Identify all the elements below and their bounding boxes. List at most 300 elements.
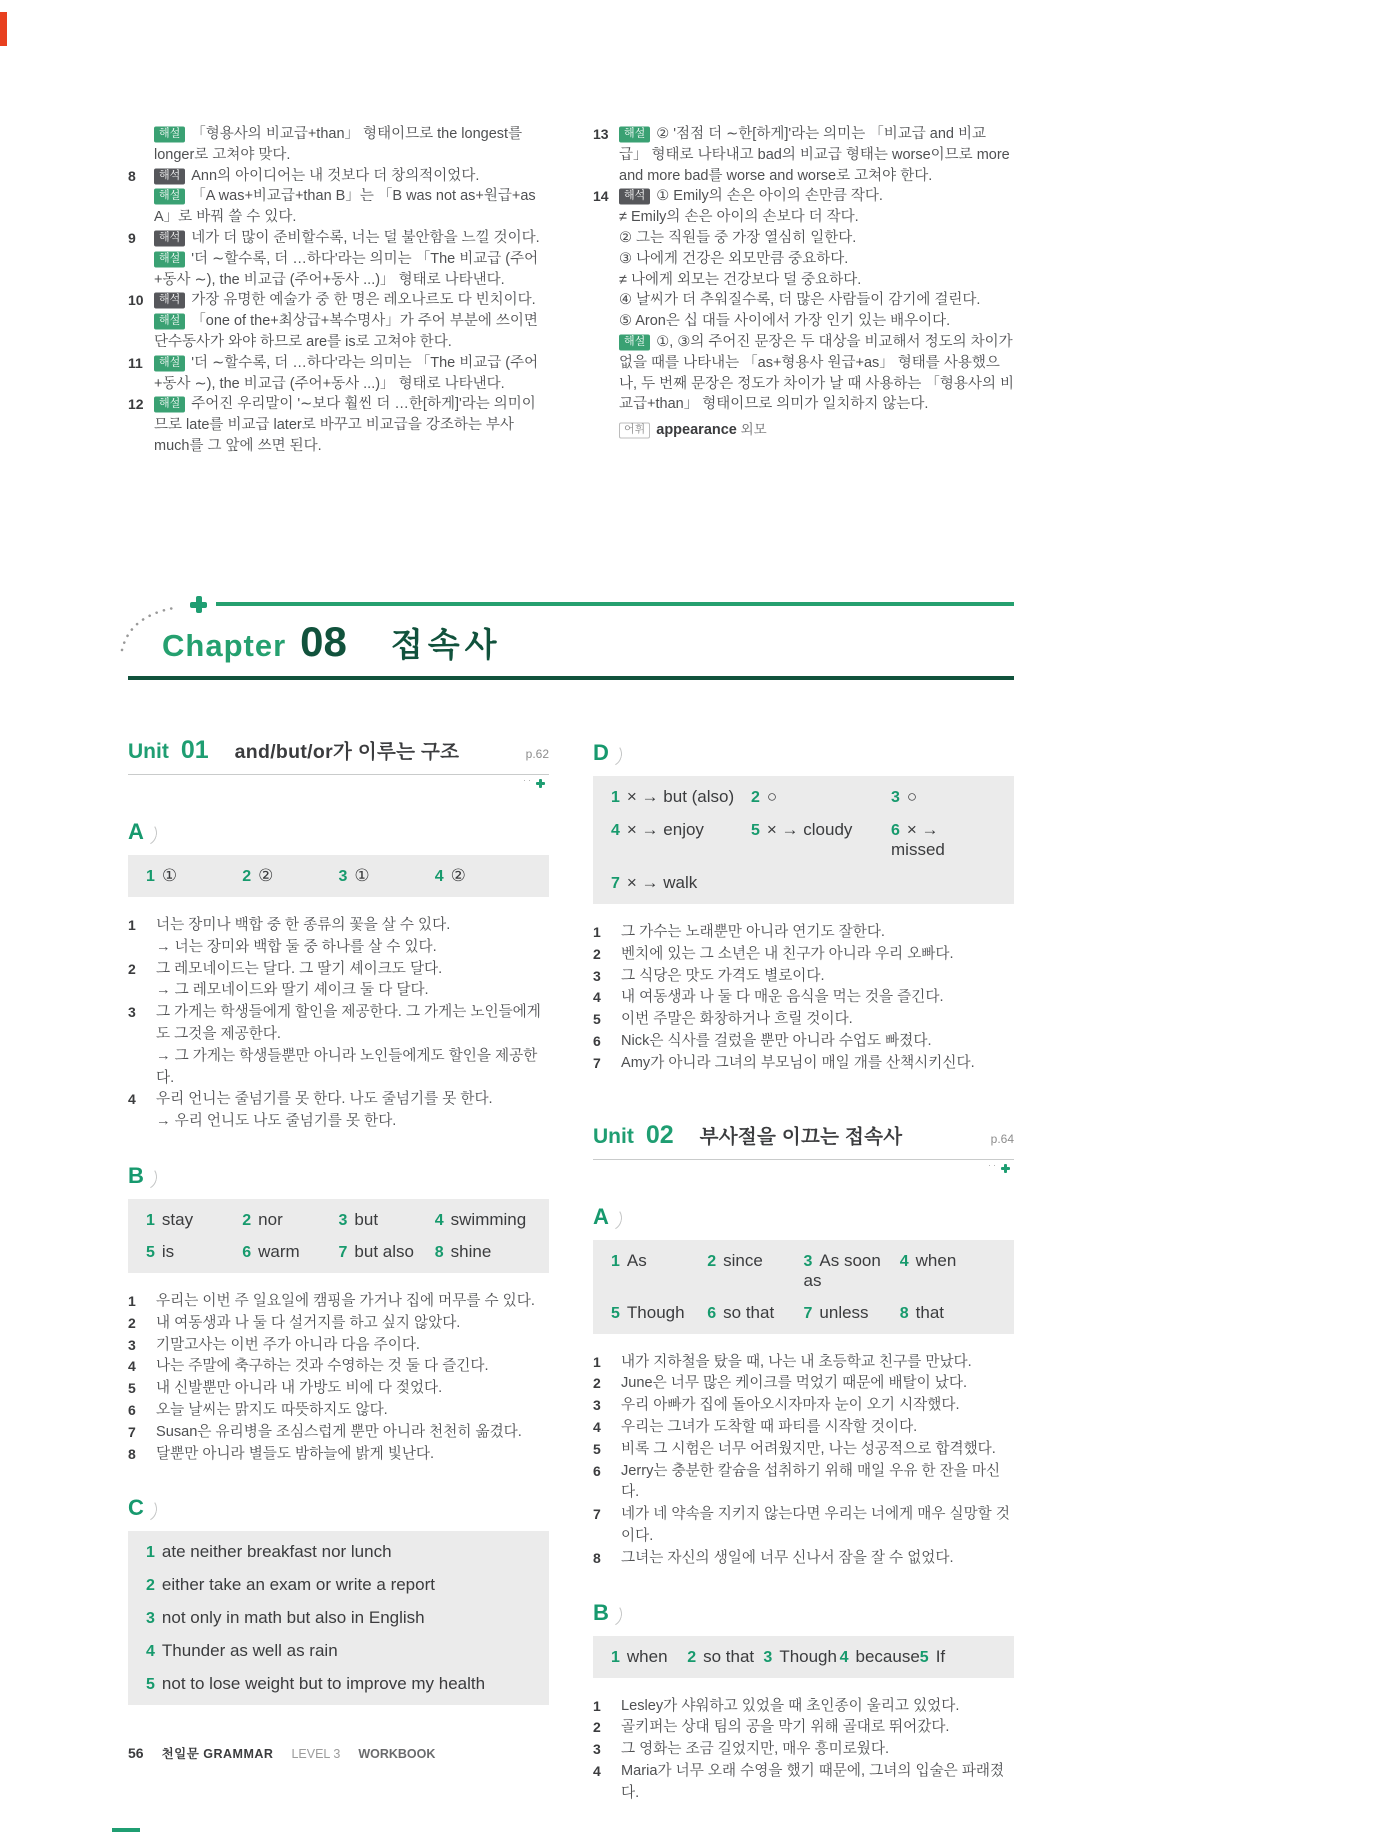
explanation-text: ④ 날씨가 더 추워질수록, 더 많은 사람들이 감기에 걸린다.: [619, 292, 981, 309]
sentence-text: 골키퍼는 상대 팀의 공을 막기 위해 골대로 뛰어갔다.: [621, 1719, 950, 1736]
answer-number: 3: [146, 1610, 155, 1628]
translation-row: [593, 1696, 1014, 1718]
chapter-title-row: [128, 618, 1014, 666]
answer-number: 7: [611, 875, 620, 892]
answer-cell: [804, 1251, 900, 1291]
translation-row: [593, 1717, 1014, 1739]
item-text-block: [154, 186, 549, 228]
answer-cell: [242, 866, 338, 886]
section-c-header: [128, 1495, 549, 1523]
sentence-text: 그 가수는 노래뿐만 아니라 연기도 잘한다.: [621, 924, 885, 940]
section-a-answer-box: [128, 855, 549, 897]
unit01-header: [128, 736, 549, 775]
answer-cell: [339, 1210, 435, 1230]
sentence-text: 기말고사는 이번 주가 아니라 다음 주이다.: [156, 1336, 420, 1353]
answer-key-row: [593, 270, 1014, 291]
explanation-badge: 어휘: [619, 423, 650, 439]
answer-number: 5: [611, 1304, 620, 1322]
translation-row: [593, 1504, 1014, 1548]
sentence-number: 6: [128, 1401, 136, 1418]
sentence-text: 그 레모네이드는 달다. 그 딸기 셰이크도 달다.: [156, 960, 443, 977]
item-text-block: [619, 249, 1014, 270]
explanation-text: 주어진 우리말이 '∼보다 훨씬 더 …한[하게]'라는 의미이므로 late를 비교급 later로 바꾸고 비교급을 강조하는 부사 much를 그 앞에 쓰면 된다.: [154, 396, 536, 454]
explanation-text: ≠ Emily의 손은 아이의 손보다 더 작다.: [619, 209, 859, 226]
explanation-text: 네가 더 많이 준비할수록, 너는 덜 불안함을 느낄 것이다.: [191, 229, 540, 246]
explanation-badge: 해설: [154, 397, 185, 413]
chapter-top-line: [216, 602, 1014, 606]
item-number: 13: [593, 126, 609, 142]
translation-row: [128, 1400, 549, 1422]
translation-row: [128, 1335, 549, 1357]
answer-cell: [707, 1303, 803, 1323]
section-c-answer-box: [128, 1531, 549, 1705]
item-number: 10: [128, 292, 144, 309]
translation-row: [128, 1291, 549, 1313]
explanation-text: 「형용사의 비교급+than」 형태이므로 the longest를 longer로 고쳐야 맞다.: [154, 126, 523, 163]
sentence-number: 2: [593, 945, 601, 962]
answer-key-row: [593, 186, 1014, 207]
section-b-answer-box: [128, 1199, 549, 1273]
answer-number: 3: [338, 1211, 348, 1229]
section-d-answer-box: [593, 776, 1014, 904]
mini-plus-icon: [1001, 1164, 1010, 1173]
unit-title: 부사절을 이끄는 접속사: [699, 1125, 903, 1148]
sentence-number: 6: [593, 1462, 601, 1479]
answer-number: 7: [803, 1304, 813, 1322]
answer-cell: [687, 1647, 763, 1667]
answer-value: so that: [703, 1646, 755, 1666]
dots-decoration: ··: [523, 775, 533, 785]
answer-value: × → but (also): [626, 787, 735, 806]
vocab-meaning: 외모: [736, 422, 767, 438]
sentence-text: 우리는 그녀가 도착할 때 파티를 시작할 것이다.: [621, 1418, 918, 1435]
answer-key-row: [593, 332, 1014, 415]
answer-cell: [611, 1647, 687, 1667]
page-edge-tab: [0, 12, 7, 46]
explanation-text: 「one of the+최상급+복수명사」가 주어 부분에 쓰이면 단수동사가 와야 하므로 are를 is로 고쳐야 한다.: [154, 313, 538, 350]
translation-row: [593, 1417, 1014, 1439]
explanation-badge: 해설: [154, 355, 185, 371]
section-letter: C: [128, 1495, 144, 1521]
left-column: [128, 736, 549, 1805]
answer-number: 2: [242, 868, 252, 885]
answer-cell: [242, 1242, 338, 1262]
answer-cell: [751, 820, 891, 860]
sentence-number: 3: [593, 1397, 601, 1414]
sentence-number: 1: [593, 1697, 601, 1714]
explanation-text: ③ 나에게 건강은 외모만큼 중요하다.: [619, 250, 849, 267]
translation-row: [593, 944, 1014, 966]
translation-row: [128, 1002, 549, 1046]
answer-number: 5: [751, 822, 760, 839]
answer-key-row: [593, 207, 1014, 228]
answer-value: since: [723, 1250, 763, 1270]
answer-cell: [891, 787, 996, 807]
answer-number: 4: [839, 1648, 849, 1666]
item-text-block: [154, 311, 549, 353]
answer-value: × → enjoy: [626, 820, 704, 839]
explanation-badge: 해석: [154, 293, 185, 309]
explanation-badge: 해석: [154, 230, 185, 246]
answer-value: stay: [161, 1209, 194, 1229]
sentence-text: → 그 가게는 학생들뿐만 아니라 노인들에게도 할인을 제공한다.: [156, 1047, 538, 1086]
translation-row: [593, 1739, 1014, 1761]
answer-value: ②: [258, 866, 274, 885]
translation-row: [128, 1356, 549, 1378]
answer-value: As soon as: [803, 1250, 881, 1290]
translation-row: [593, 1461, 1014, 1505]
explanation-text: '더 ∼할수록, 더 …하다'라는 의미는 「The 비교급 (주어+동사 ∼), the 비교급 (주어+동사 ...)」 형태로 나타낸다.: [154, 250, 539, 288]
answer-cell: [146, 866, 242, 886]
translation-row: [593, 1439, 1014, 1461]
answer-key-right-column: [593, 124, 1014, 457]
unit02-header: [593, 1121, 1014, 1160]
sentence-number: 2: [593, 1375, 601, 1392]
unit-number: 02: [645, 1120, 674, 1149]
sentence-text: 비록 그 시험은 너무 어려웠지만, 나는 성공적으로 합격했다.: [621, 1440, 996, 1457]
explanation-text: 「A was+비교급+than B」는 「B was not as+원급+as A」로 바꿔 쓸 수 있다.: [154, 188, 536, 226]
unit02-section-b-translations: [593, 1696, 1014, 1805]
translation-row: [593, 1373, 1014, 1395]
chapter-banner: [128, 596, 1014, 680]
answer-value: either take an exam or write a report: [161, 1575, 435, 1595]
item-text-block: [619, 311, 1014, 332]
unit-title: and/but/or가 이루는 구조: [234, 741, 460, 763]
answer-number: 1: [611, 1648, 620, 1666]
answer-cell: [146, 1575, 531, 1595]
item-number: 14: [593, 188, 609, 205]
book-level: LEVEL 3: [291, 1747, 341, 1761]
sentence-text: June은 너무 많은 케이크를 먹었기 때문에 배탈이 났다.: [621, 1375, 968, 1392]
answer-value: swimming: [450, 1209, 527, 1229]
answer-value: when: [915, 1250, 957, 1270]
explanation-text: ≠ 나에게 외모는 건강보다 덜 중요하다.: [619, 271, 862, 288]
answer-value: warm: [258, 1241, 300, 1261]
section-d-translations: [593, 922, 1014, 1075]
answer-number: 8: [434, 1243, 444, 1261]
answer-cell: [611, 787, 751, 807]
answer-value: Though: [779, 1646, 837, 1666]
chapter-title: 접속사: [390, 626, 502, 663]
unit-label: Unit: [593, 1124, 634, 1148]
answer-value: is: [161, 1241, 175, 1261]
sentence-number: 4: [128, 1091, 136, 1108]
answer-key-row: [128, 186, 549, 228]
sentence-text: 벤치에 있는 그 소년은 내 친구가 아니라 우리 오빠다.: [621, 945, 954, 962]
translation-row: [128, 937, 549, 959]
answer-value: As: [626, 1250, 647, 1270]
translation-row: [593, 1761, 1014, 1805]
answer-cell: [339, 866, 435, 886]
translation-row: [128, 1422, 549, 1444]
item-text-block: [619, 124, 1014, 186]
answer-key-left-column: [128, 124, 549, 457]
answer-key-section: [128, 124, 1014, 457]
section-letter: A: [128, 819, 144, 844]
answer-number: 1: [146, 1211, 155, 1229]
sentence-text: 너는 장미나 백합 중 한 종류의 꽃을 살 수 있다.: [156, 917, 451, 933]
answer-cell: [146, 1242, 242, 1262]
section-a-translations: [128, 915, 549, 1133]
translation-row: [593, 1053, 1014, 1075]
answer-key-row: [593, 228, 1014, 249]
translation-row: [128, 1444, 549, 1466]
sentence-text: 내가 지하철을 탔을 때, 나는 내 초등학교 친구를 만났다.: [621, 1353, 972, 1370]
item-text-block: [154, 353, 549, 395]
answer-key-row: [593, 311, 1014, 332]
answer-cell: [707, 1251, 803, 1291]
answer-number: 4: [434, 1211, 444, 1229]
answer-cell: [611, 873, 751, 893]
translation-row: [593, 1352, 1014, 1374]
answer-key-row: [128, 353, 549, 395]
answer-value: but: [354, 1209, 379, 1229]
sentence-number: 4: [128, 1358, 136, 1375]
unit02-section-a-header: [593, 1204, 1014, 1232]
sentence-number: 3: [593, 967, 601, 984]
item-text-block: [619, 332, 1014, 415]
sentence-number: 1: [128, 917, 136, 933]
translation-row: [593, 922, 1014, 944]
answer-number: 4: [899, 1252, 909, 1270]
sentence-text: 내 여동생과 나 둘 다 설거지를 하고 싶지 않았다.: [156, 1314, 461, 1331]
item-text-block: [154, 124, 549, 166]
sentence-text: 그 가게는 학생들에게 할인을 제공한다. 그 가게는 노인들에게도 그것을 제공한다.: [156, 1004, 541, 1042]
answer-value: If: [935, 1646, 946, 1666]
sentence-text: 그 식당은 맛도 가격도 별로이다.: [621, 967, 825, 984]
explanation-text: ⑤ Aron은 십 대들 사이에서 가장 인기 있는 배우이다.: [619, 313, 951, 330]
answer-value: unless: [819, 1302, 869, 1322]
explanation-text: '더 ∼할수록, 더 …하다'라는 의미는 「The 비교급 (주어+동사 ∼), the 비교급 (주어+동사 ...)」 형태로 나타낸다.: [154, 354, 539, 392]
sentence-text: 달뿐만 아니라 별들도 밤하늘에 밝게 빛난다.: [156, 1445, 435, 1462]
answer-value: ○: [906, 787, 918, 806]
unit-page-ref: p.62: [525, 747, 549, 761]
section-a-header: [128, 819, 549, 847]
sentence-number: 5: [128, 1380, 136, 1397]
answer-cell: [146, 1641, 531, 1661]
unit-page-ref: p.64: [990, 1131, 1014, 1146]
unit02-section-b-header: [593, 1600, 1014, 1628]
section-b-header: [128, 1163, 549, 1191]
unit-number: 01: [180, 736, 209, 764]
unit-header-decoration: [593, 1160, 1014, 1174]
answer-cell: [435, 1242, 531, 1262]
explanation-text: ② '점점 더 ∼한[하게]'라는 의미는 「비교급 and 비교급」 형태로 나타내고 bad의 비교급 형태는 worse이므로 more and more bad를 worse and worse로 고쳐야 한다.: [619, 126, 1010, 184]
explanation-badge: 해설: [154, 251, 185, 267]
translation-row: [128, 1089, 549, 1111]
explanation-text: 가장 유명한 예술가 중 한 명은 레오나르도 다 빈치이다.: [191, 292, 536, 309]
answer-number: 4: [611, 822, 620, 839]
answer-number: 5: [146, 1676, 155, 1694]
section-letter: B: [128, 1162, 144, 1188]
answer-key-row: [128, 394, 549, 456]
sentence-text: 오늘 날씨는 맑지도 따뜻하지도 않다.: [156, 1401, 388, 1418]
answer-number: 3: [803, 1252, 813, 1270]
answer-value: when: [626, 1646, 668, 1666]
translation-row: [593, 1548, 1014, 1570]
dotted-arc-icon: [116, 598, 188, 654]
sentence-text: → 그 레모네이드와 딸기 셰이크 둘 다 달다.: [156, 982, 429, 999]
answer-cell: [611, 1251, 707, 1291]
book-title: 천일문 GRAMMAR: [161, 1747, 274, 1761]
answer-value: but also: [354, 1241, 414, 1261]
section-d-header: [593, 740, 1014, 768]
sentence-text: 그 영화는 조금 길었지만, 매우 흥미로웠다.: [621, 1741, 890, 1758]
sentence-number: 5: [593, 1011, 601, 1028]
answer-value: because: [855, 1646, 920, 1666]
answer-key-row: [128, 311, 549, 353]
sentence-number: 1: [593, 924, 601, 940]
answer-number: 1: [611, 1252, 620, 1270]
answer-number: 1: [611, 789, 620, 806]
answer-cell: [920, 1647, 996, 1667]
answer-value: shine: [450, 1241, 492, 1261]
explanation-badge: 해설: [154, 189, 185, 205]
item-number: 8: [128, 167, 136, 184]
sentence-number: 2: [593, 1719, 601, 1736]
explanation-badge: 해설: [154, 314, 185, 330]
sentence-text: Nick은 식사를 걸렀을 뿐만 아니라 수업도 빠졌다.: [621, 1032, 932, 1049]
sentence-text: Susan은 유리병을 조심스럽게 뿐만 아니라 천천히 옮겼다.: [156, 1423, 522, 1440]
sentence-text: Amy가 아니라 그녀의 부모님이 매일 개를 산책시키신다.: [621, 1054, 975, 1071]
answer-key-row: [128, 124, 549, 166]
answer-number: 3: [891, 789, 900, 806]
item-text-block: [619, 290, 1014, 311]
answer-value: ○: [766, 787, 778, 806]
answer-number: 2: [242, 1211, 252, 1229]
answer-cell: [763, 1647, 839, 1667]
explanation-text: appearance: [656, 422, 737, 439]
answer-value: × → missed: [891, 820, 945, 859]
answer-number: 7: [338, 1243, 348, 1261]
item-text-block: [154, 394, 549, 456]
answer-key-row: [128, 290, 549, 311]
item-text-block: [154, 249, 549, 291]
answer-key-row: [128, 249, 549, 291]
translation-row: [593, 987, 1014, 1009]
book-series: WORKBOOK: [358, 1747, 436, 1761]
answer-number: 6: [707, 1304, 717, 1322]
answer-value: Thunder as well as rain: [161, 1641, 338, 1661]
answer-value: that: [915, 1302, 945, 1322]
answer-cell: [435, 866, 531, 886]
item-text-block: [619, 270, 1014, 291]
chapter-decoration: [128, 596, 1014, 612]
item-text-block: [154, 228, 549, 249]
unit-label: Unit: [128, 740, 169, 763]
sentence-number: 1: [128, 1292, 136, 1309]
item-text-block: [154, 290, 549, 311]
unit-header-decoration: [128, 775, 549, 789]
sentence-text: Jerry는 충분한 칼슘을 섭취하기 위해 매일 우유 한 잔을 마신다.: [621, 1462, 1001, 1501]
explanation-text: ① Emily의 손은 아이의 손만큼 작다.: [656, 188, 883, 205]
answer-number: 2: [707, 1252, 717, 1270]
answer-cell: [146, 1210, 242, 1230]
translation-row: [128, 980, 549, 1002]
answer-cell: [435, 1210, 531, 1230]
sentence-number: 4: [593, 989, 601, 1006]
explanation-text: Ann의 아이디어는 내 것보다 더 창의적이었다.: [191, 167, 480, 184]
answer-cell: [146, 1542, 531, 1562]
dots-decoration: ··: [988, 1159, 998, 1170]
answer-number: 2: [687, 1648, 697, 1666]
explanation-badge: 해설: [619, 127, 650, 143]
answer-value: Though: [626, 1302, 685, 1322]
answer-number: 5: [919, 1648, 929, 1666]
sentence-number: 6: [593, 1032, 601, 1049]
answer-number: 3: [338, 868, 348, 885]
translation-row: [593, 1009, 1014, 1031]
answer-number: 1: [146, 868, 155, 885]
answer-number: 6: [242, 1243, 252, 1261]
sentence-number: 2: [128, 1314, 136, 1331]
translation-row: [593, 1031, 1014, 1053]
translation-row: [128, 959, 549, 981]
sentence-number: 3: [128, 1004, 136, 1021]
translation-row: [128, 1111, 549, 1133]
section-b-translations: [128, 1291, 549, 1465]
sentence-number: 7: [593, 1054, 601, 1071]
explanation-text: ② 그는 직원들 중 가장 열심히 일한다.: [619, 229, 857, 246]
mini-plus-icon: [536, 779, 545, 788]
section-letter: B: [593, 1599, 609, 1625]
sentence-number: 3: [128, 1336, 136, 1353]
answer-cell: [891, 820, 996, 860]
sentence-number: 4: [593, 1762, 601, 1779]
bottom-green-mark: [112, 1828, 140, 1832]
answer-value: ate neither breakfast nor lunch: [161, 1542, 392, 1562]
answer-number: 1: [146, 1544, 155, 1562]
answer-value: × → cloudy: [766, 820, 853, 839]
answer-value: not only in math but also in English: [161, 1608, 425, 1628]
translation-row: [128, 1378, 549, 1400]
explanation-badge: 해설: [619, 334, 650, 350]
explanation-text: ①, ③의 주어진 문장은 두 대상을 비교해서 정도의 차이가 없을 때를 나타내는 「as+형용사 원급+as」 형태를 사용했으나, 두 번째 문장은 정도가 차이가 날 때 사용하는 「형용사의 비교급+than」 형태이므로 의미가 일치하지 않는다.: [619, 333, 1014, 413]
translation-row: [593, 966, 1014, 988]
sentence-text: 나는 주말에 축구하는 것과 수영하는 것 둘 다 즐긴다.: [156, 1358, 489, 1375]
answer-key-row: [593, 249, 1014, 270]
sentence-text: 내 여동생과 나 둘 다 매운 음식을 먹는 것을 즐긴다.: [621, 989, 944, 1006]
answer-cell: [611, 820, 751, 860]
answer-key-row: [128, 228, 549, 249]
answer-cell: [840, 1647, 920, 1667]
page-number: 56: [128, 1745, 144, 1761]
translation-row: [128, 915, 549, 937]
answer-number: 4: [434, 868, 444, 885]
page-footer: [128, 1744, 435, 1762]
sentence-text: 내 신발뿐만 아니라 내 가방도 비에 다 젖었다.: [156, 1380, 443, 1397]
sentence-number: 5: [593, 1440, 601, 1457]
sentence-number: 8: [593, 1549, 601, 1566]
answer-cell: [804, 1303, 900, 1323]
sentence-text: 우리 언니는 줄넘기를 못 한다. 나도 줄넘기를 못 한다.: [156, 1091, 493, 1108]
item-number: 11: [128, 354, 143, 371]
answer-value: ①: [354, 866, 370, 885]
sentence-text: 이번 주말은 화창하거나 흐릴 것이다.: [621, 1011, 853, 1028]
answer-value: not to lose weight but to improve my health: [161, 1674, 486, 1694]
sentence-number: 7: [593, 1506, 601, 1523]
chapter-bottom-line: [128, 676, 1014, 680]
answer-value: × → walk: [626, 873, 698, 892]
unit-content: [128, 736, 1014, 1805]
sentence-text: 우리 아빠가 집에 돌아오시자마자 눈이 오기 시작했다.: [621, 1397, 960, 1414]
item-text-block: [154, 166, 549, 187]
answer-cell: [751, 787, 891, 807]
sentence-text: 우리는 이번 주 일요일에 캠핑을 가거나 집에 머무를 수 있다.: [156, 1292, 535, 1309]
answer-number: 8: [899, 1304, 909, 1322]
unit02-section-a-answer-box: [593, 1240, 1014, 1334]
answer-value: so that: [723, 1302, 775, 1322]
